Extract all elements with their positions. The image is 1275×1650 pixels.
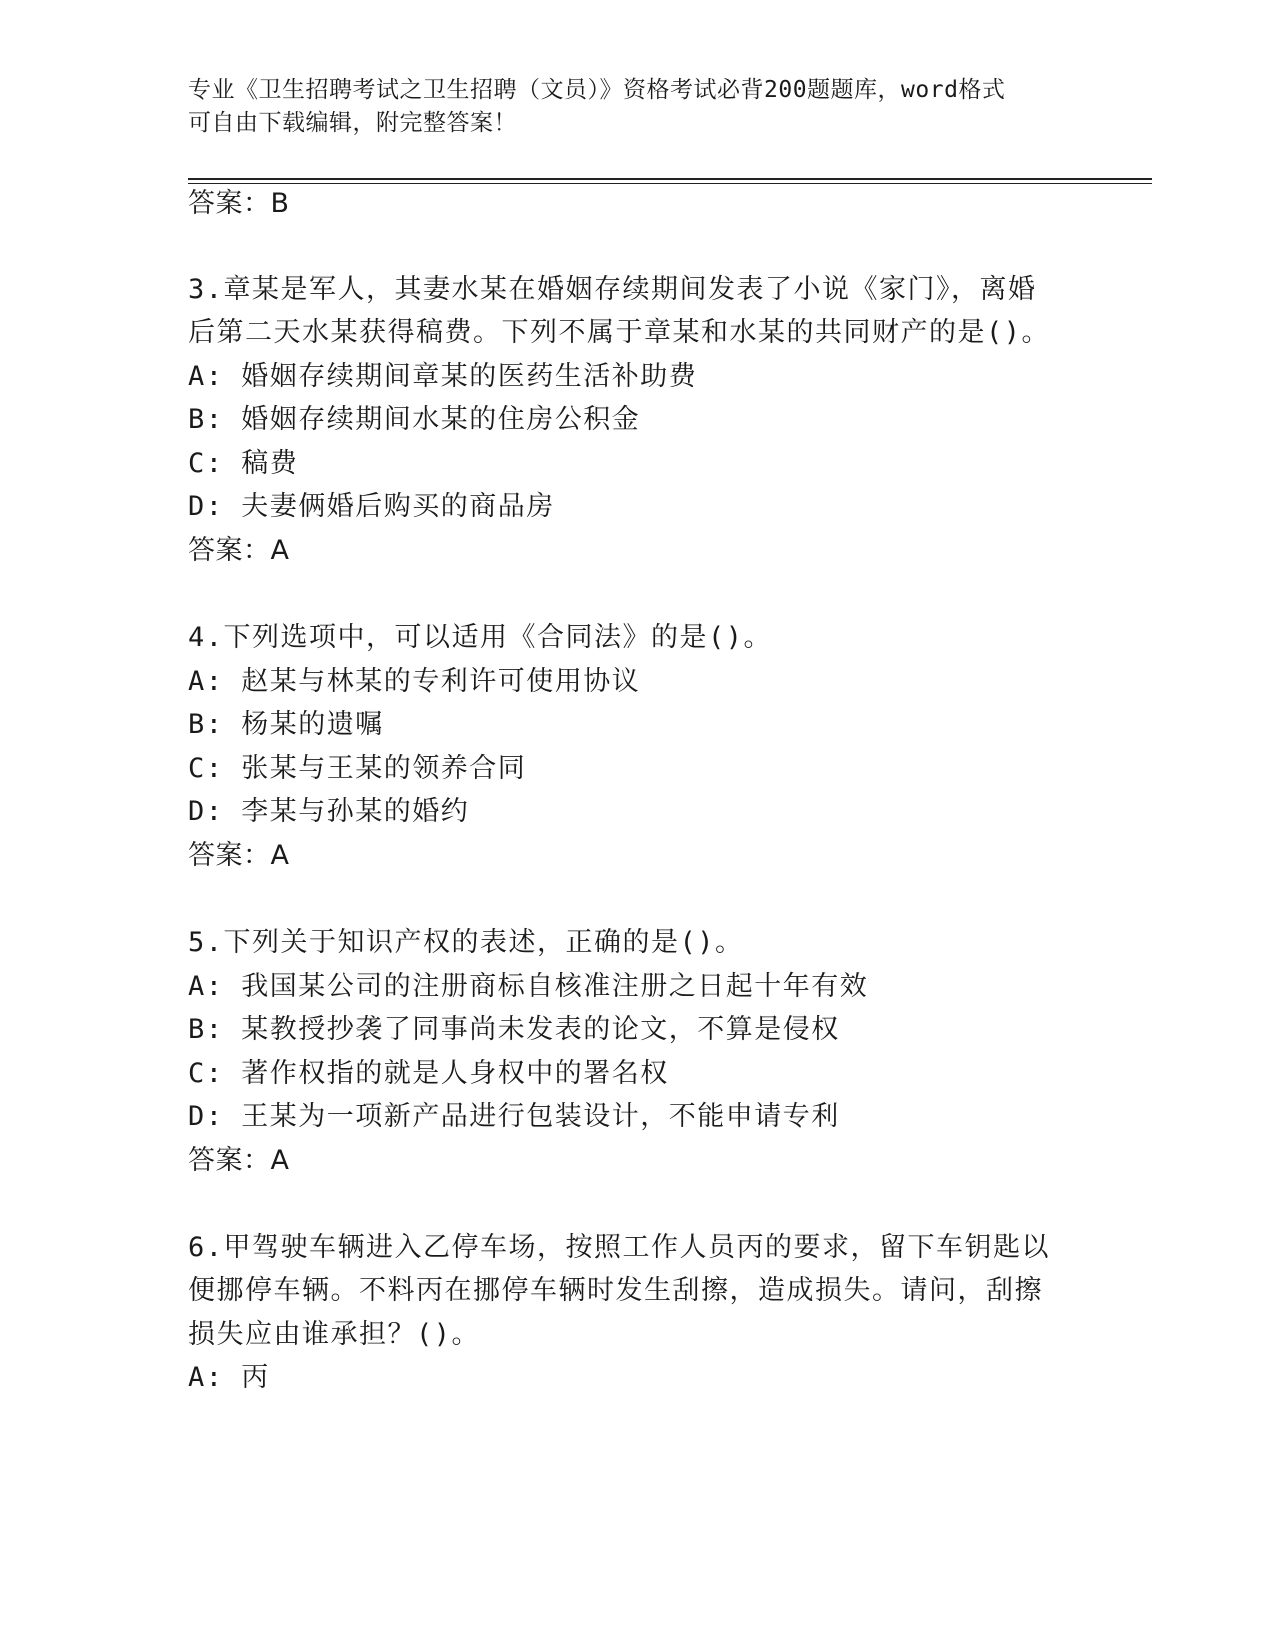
question-5-option-c: C: 著作权指的就是人身权中的署名权 [188,1058,669,1089]
question-6-stem-line-3: 损失应由谁承担？()。 [188,1319,481,1350]
question-3-option-c: C: 稿费 [188,448,299,479]
question-3-option-d: D: 夫妻俩婚后购买的商品房 [188,491,555,522]
question-5-option-a: A: 我国某公司的注册商标自核准注册之日起十年有效 [188,971,869,1002]
question-3-option-a: A: 婚姻存续期间章某的医药生活补助费 [188,361,698,392]
document-header [188,74,1068,140]
question-4-option-a: A: 赵某与林某的专利许可使用协议 [188,666,641,697]
question-3-stem-line-2: 后第二天水某获得稿费。下列不属于章某和水某的共同财产的是()。 [188,317,1051,348]
question-6-stem-line-2: 便挪停车辆。不料丙在挪停车辆时发生刮擦，造成损失。请问，刮擦 [188,1275,1043,1306]
header-title-line-1: 专业《卫生招聘考试之卫生招聘（文员）》资格考试必背200题题库，word格式 [188,77,1006,103]
question-4-option-c: C: 张某与王某的领养合同 [188,753,527,784]
question-4-option-d: D: 李某与孙某的婚约 [188,796,470,827]
question-3-stem-line-1: 3.章某是军人，其妻水某在婚姻存续期间发表了小说《家门》，离婚 [188,274,1037,305]
question-5-answer: 答案：A [188,1145,290,1176]
question-3-answer: 答案：A [188,535,290,566]
question-4-stem-line-1: 4.下列选项中，可以适用《合同法》的是()。 [188,622,773,653]
question-5-stem-line-1: 5.下列关于知识产权的表述，正确的是()。 [188,927,744,958]
question-4-option-b: B: 杨某的遗嘱 [188,709,384,740]
question-5-option-b: B: 某教授抄袭了同事尚未发表的论文，不算是侵权 [188,1014,840,1045]
question-4-answer: 答案：A [188,840,290,871]
question-5-option-d: D: 王某为一项新产品进行包装设计，不能申请专利 [188,1101,840,1132]
previous-answer: 答案：B [188,188,290,219]
question-6-option-a: A: 丙 [188,1362,270,1393]
question-3-option-b: B: 婚姻存续期间水某的住房公积金 [188,404,641,435]
header-divider-thin [188,183,1152,184]
question-6-stem-line-1: 6.甲驾驶车辆进入乙停车场，按照工作人员丙的要求，留下车钥匙以 [188,1232,1051,1263]
header-divider-thick [188,178,1152,180]
header-title-line-2: 可自由下载编辑，附完整答案！ [188,110,517,136]
